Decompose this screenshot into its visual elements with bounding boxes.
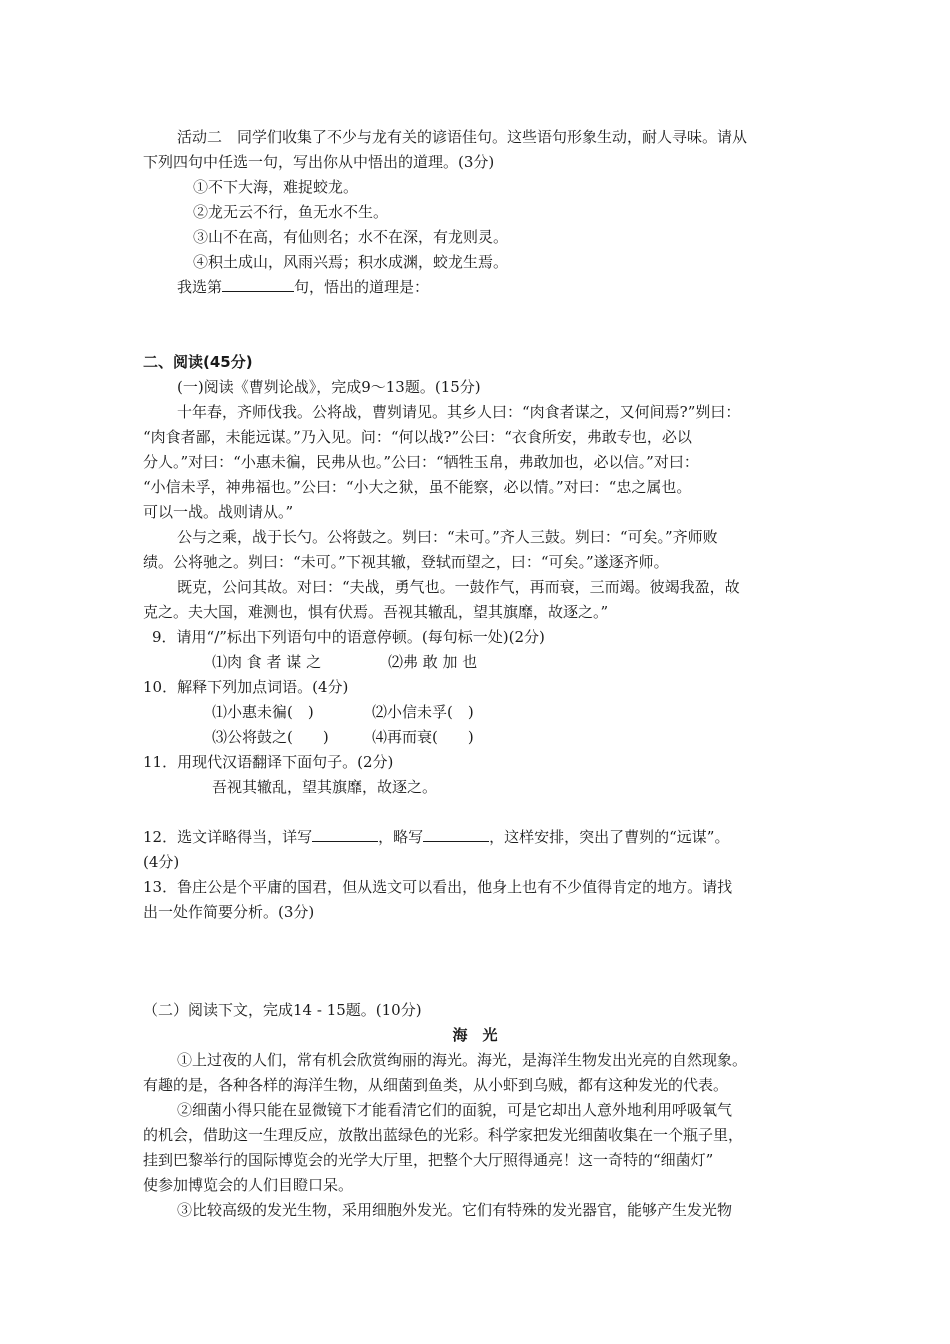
q10-item: ⑶公将鼓之( ) — [212, 728, 329, 746]
q12-blank-brief[interactable] — [423, 827, 489, 842]
q10-item: ⑵小信未孚( ) — [372, 703, 474, 721]
q12-blank-detail[interactable] — [312, 827, 378, 842]
section-heading: 二、阅读(45分) — [143, 353, 253, 371]
activity2-option: ①不下大海，难捉蛟龙。 — [193, 178, 359, 196]
q12-part-b: ，略写 — [378, 828, 424, 846]
question-9: 9．请用“/”标出下列语句中的语意停顿。(每句标一处)(2分) — [152, 628, 545, 646]
article-title: 海 光 — [452, 1026, 498, 1044]
part1-title: (一)阅读《曹刿论战》，完成9～13题。(15分) — [177, 378, 481, 396]
q12-part-a: 12．选文详略得当，详写 — [143, 828, 313, 846]
passage-line: 克之。夫大国，难测也，惧有伏焉。吾视其辙乱，望其旗靡，故逐之。” — [143, 603, 609, 621]
article-paragraph: 的机会，借助这一生理反应，放散出蓝绿色的光彩。科学家把发光细菌收集在一个瓶子里， — [143, 1126, 744, 1144]
article-paragraph: ③比较高级的发光生物，采用细胞外发光。它们有特殊的发光器官，能够产生发光物 — [177, 1201, 733, 1219]
part2-title: （二）阅读下文，完成14 - 15题。(10分) — [143, 1001, 422, 1019]
q12-part-c: ，这样安排，突出了曹刿的“远谋”。 — [489, 828, 730, 846]
activity2-option: ③山不在高，有仙则名；水不在深，有龙则灵。 — [193, 228, 509, 246]
article-paragraph: 挂到巴黎举行的国际博览会的光学大厅里，把整个大厅照得通亮！这一奇特的“细菌灯” — [143, 1151, 714, 1169]
passage-line: 绩。公将驰之。刿曰：“未可。”下视其辙，登轼而望之，曰：“可矣。”遂逐齐师。 — [143, 553, 669, 571]
answer-blank[interactable] — [222, 277, 294, 292]
article-paragraph: ①上过夜的人们，常有机会欣赏绚丽的海光。海光，是海洋生物发出光亮的自然现象。 — [177, 1051, 748, 1069]
article-paragraph: 使参加博览会的人们目瞪口呆。 — [143, 1176, 354, 1194]
q9-item: ⑴肉 食 者 谋 之 — [212, 653, 322, 671]
activity2-option: ②龙无云不行，鱼无水不生。 — [193, 203, 389, 221]
activity2-answer-line — [177, 277, 429, 297]
passage-line: 既克，公问其故。对曰：“夫战，勇气也。一鼓作气，再而衰，三而竭。彼竭我盈，故 — [177, 578, 740, 596]
article-paragraph: 有趣的是，各种各样的海洋生物，从细菌到鱼类，从小虾到乌贼，都有这种发光的代表。 — [143, 1076, 729, 1094]
question-13-line2: 出一处作简要分析。(3分) — [143, 903, 315, 921]
passage-line: 公与之乘，战于长勺。公将鼓之。刿曰：“未可。”齐人三鼓。刿曰：“可矣。”齐师败 — [177, 528, 718, 546]
q12-score: (4分) — [143, 853, 180, 871]
q10-item: ⑷再而衰( ) — [372, 728, 474, 746]
passage-line: 可以一战。战则请从。” — [143, 503, 294, 521]
passage-line: “小信未孚，神弗福也。”公曰：“小大之狱，虽不能察，必以情。”对曰：“忠之属也。 — [143, 478, 692, 496]
article-paragraph: ②细菌小得只能在显微镜下才能看清它们的面貌，可是它却出人意外地利用呼吸氧气 — [177, 1101, 733, 1119]
activity2-option: ④积土成山，风雨兴焉；积水成渊，蛟龙生焉。 — [193, 253, 509, 271]
q11-sentence: 吾视其辙乱，望其旗靡，故逐之。 — [212, 778, 438, 796]
question-10: 10．解释下列加点词语。(4分) — [143, 678, 349, 696]
q9-item: ⑵弗 敢 加 也 — [388, 653, 478, 671]
activity2-line1: 活动二 同学们收集了不少与龙有关的谚语佳句。这些语句形象生动，耐人寻味。请从 — [177, 128, 748, 146]
passage-line: 十年春，齐师伐我。公将战，曹刿请见。其乡人曰：“肉食者谋之，又何间焉?”刿曰： — [177, 403, 741, 421]
passage-line: 分人。”对曰：“小惠未徧，民弗从也。”公曰：“牺牲玉帛，弗敢加也，必以信。”对曰： — [143, 453, 699, 471]
question-13-line1: 13．鲁庄公是个平庸的国君，但从选文可以看出，他身上也有不少值得肯定的地方。请找 — [143, 878, 733, 896]
q10-item: ⑴小惠未徧( ) — [212, 703, 314, 721]
question-12 — [143, 827, 729, 847]
answer-prefix: 我选第 — [177, 278, 223, 296]
answer-suffix: 句，悟出的道理是： — [294, 278, 430, 296]
passage-line: “肉食者鄙，未能远谋。”乃入见。问：“何以战?”公曰：“衣食所安，弗敢专也，必以 — [143, 428, 692, 446]
activity2-line2: 下列四句中任选一句，写出你从中悟出的道理。(3分) — [143, 153, 495, 171]
question-11: 11．用现代汉语翻译下面句子。(2分) — [143, 753, 394, 771]
